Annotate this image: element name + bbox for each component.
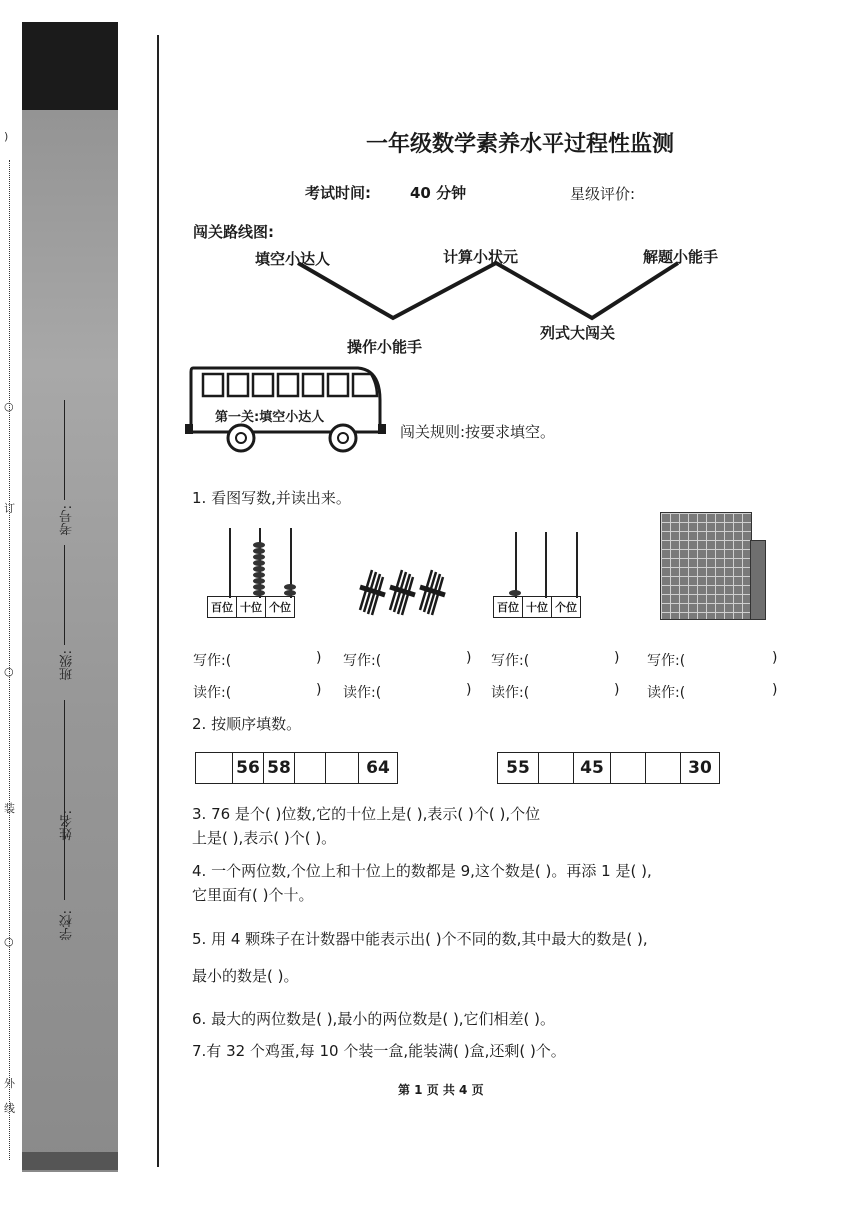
number-label: 考号:	[60, 505, 75, 536]
read-1-close: )	[316, 682, 322, 698]
question-1: 1. 看图写数,并读出来。	[192, 489, 351, 507]
question-6: 6. 最大的两位数是( ),最小的两位数是( ),它们相差( )。	[192, 1010, 556, 1028]
number-field[interactable]	[64, 400, 66, 500]
seq-cell[interactable]	[611, 753, 646, 784]
write-1: 写作:(	[193, 653, 232, 669]
seq-cell: 30	[681, 753, 720, 784]
read-3: 读作:(	[491, 685, 530, 701]
question-5-line-2: 最小的数是( )。	[192, 967, 299, 985]
write-3-close: )	[614, 650, 620, 666]
read-4-close: )	[772, 682, 778, 698]
page-number: 第 1 页 共 4 页	[398, 1083, 484, 1097]
seq-cell: 58	[264, 753, 295, 784]
route-label: 闯关路线图:	[193, 223, 274, 241]
page-title: 一年级数学素养水平过程性监测	[365, 132, 674, 157]
section-rule: 闯关规则:按要求填空。	[400, 423, 556, 441]
place-label-ones: 个位	[269, 601, 291, 614]
place-label-tens: 十位	[523, 597, 552, 617]
write-4-close: )	[772, 650, 778, 666]
read-3-close: )	[614, 682, 620, 698]
write-2-close: )	[466, 650, 472, 666]
name-field[interactable]	[64, 700, 66, 800]
seal-bracket: )	[4, 130, 9, 143]
place-label-ones: 个位	[555, 601, 577, 614]
seq-cell: 45	[574, 753, 611, 784]
route-stop-2: 操作小能手	[347, 338, 423, 356]
number-sequence-b	[497, 752, 720, 784]
rating-label: 星级评价:	[570, 185, 636, 203]
class-field[interactable]	[64, 545, 66, 645]
seal-char-xian: 线	[4, 1102, 15, 1115]
place-label-tens: 十位	[237, 597, 266, 617]
question-7: 7.有 32 个鸡蛋,每 10 个装一盒,能装满( )盒,还剩( )个。	[192, 1042, 566, 1060]
section-title: 第一关:填空小达人	[215, 410, 325, 425]
read-4: 读作:(	[647, 685, 686, 701]
block-side	[750, 540, 766, 620]
name-label: 姓名:	[60, 810, 75, 841]
seal-circle: ○	[4, 400, 14, 413]
read-2: 读作:(	[343, 685, 382, 701]
seq-cell[interactable]	[295, 753, 326, 784]
write-4: 写作:(	[647, 653, 686, 669]
question-3-line-2: 上是( ),表示( )个( )。	[192, 829, 337, 847]
route-stop-5: 解题小能手	[643, 248, 719, 266]
abacus-1	[207, 528, 307, 623]
seal-circle: ○	[4, 665, 14, 678]
question-2: 2. 按顺序填数。	[192, 715, 302, 733]
seq-cell[interactable]	[539, 753, 574, 784]
hundred-block-icon	[660, 512, 752, 620]
time-value: 40 分钟	[410, 184, 467, 202]
seq-cell[interactable]	[326, 753, 359, 784]
question-5-line-1: 5. 用 4 颗珠子在计数器中能表示出( )个不同的数,其中最大的数是( ),	[192, 930, 648, 948]
write-3: 写作:(	[491, 653, 530, 669]
read-1: 读作:(	[193, 685, 232, 701]
question-4-line-2: 它里面有( )个十。	[192, 886, 314, 904]
time-label: 考试时间:	[305, 184, 371, 202]
seq-cell: 56	[233, 753, 264, 784]
question-4-line-1: 4. 一个两位数,个位上和十位上的数都是 9,这个数是( )。再添 1 是( ),	[192, 862, 652, 880]
stick-bundles-icon	[352, 565, 447, 620]
binding-strip-bottom	[22, 1152, 118, 1170]
seal-char-ding: 订	[4, 502, 15, 515]
seq-cell[interactable]	[646, 753, 681, 784]
seal-circle: ○	[4, 935, 14, 948]
route-stop-3: 计算小状元	[443, 248, 519, 266]
seq-cell: 64	[359, 753, 398, 784]
route-path	[0, 0, 860, 400]
question-3-line-1: 3. 76 是个( )位数,它的十位上是( ),表示( )个( ),个位	[192, 805, 541, 823]
write-2: 写作:(	[343, 653, 382, 669]
route-stop-1: 填空小达人	[255, 250, 331, 268]
read-2-close: )	[466, 682, 472, 698]
seq-cell: 55	[498, 753, 539, 784]
place-label-hundreds: 百位	[494, 597, 523, 617]
route-line	[298, 263, 678, 318]
route-stop-4: 列式大闯关	[540, 324, 616, 342]
number-sequence-a	[195, 752, 398, 784]
class-label: 班级:	[60, 650, 75, 681]
seal-char-zhuang: 装	[4, 802, 15, 815]
place-label-hundreds: 百位	[208, 597, 237, 617]
seal-char-wai: 外	[4, 1077, 15, 1090]
write-1-close: )	[316, 650, 322, 666]
seq-cell[interactable]	[196, 753, 233, 784]
abacus-2	[493, 532, 593, 622]
school-label: 学校:	[60, 910, 75, 941]
